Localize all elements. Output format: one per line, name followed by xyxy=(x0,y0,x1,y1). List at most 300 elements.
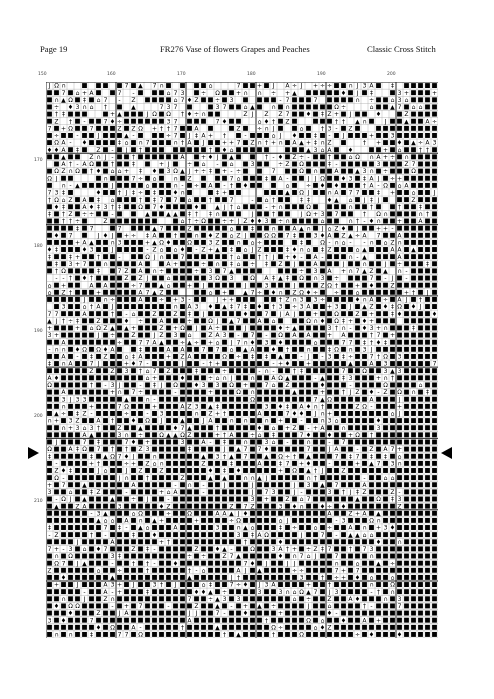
stitch-symbol: ♦ xyxy=(102,232,109,240)
stitch-cell xyxy=(327,518,332,523)
stitch-cell xyxy=(432,411,437,416)
stitch-cell xyxy=(348,468,353,473)
stitch-symbol: Ω xyxy=(383,382,388,390)
stitch-cell xyxy=(327,404,332,409)
stitch-symbol: ▲ xyxy=(152,239,157,247)
stitch-symbol: 3 xyxy=(306,481,311,489)
stitch-cell xyxy=(299,233,304,238)
stitch-symbol: ♦ xyxy=(263,118,270,126)
stitch-symbol: + xyxy=(95,289,102,297)
stitch-cell xyxy=(173,268,178,273)
stitch-cell xyxy=(257,176,262,181)
stitch-symbol: ∩ xyxy=(215,260,220,268)
stitch-symbol: 7 xyxy=(243,503,248,511)
stitch-symbol: ∩ xyxy=(236,239,241,247)
stitch-cell xyxy=(243,375,248,380)
stitch-symbol: ‡ xyxy=(96,203,101,211)
stitch-symbol: + xyxy=(88,460,95,468)
stitch-cell xyxy=(327,318,332,323)
stitch-symbol: Ω xyxy=(334,317,339,325)
stitch-cell xyxy=(110,440,115,445)
stitch-cell xyxy=(145,539,150,544)
stitch-symbol: ▲ xyxy=(89,239,94,247)
stitch-symbol: ♦ xyxy=(368,282,375,290)
stitch-symbol: 7 xyxy=(173,118,178,126)
stitch-cell xyxy=(306,368,311,373)
stitch-cell xyxy=(271,461,276,466)
stitch-cell xyxy=(418,404,423,409)
stitch-cell xyxy=(75,368,80,373)
stitch-cell xyxy=(173,625,178,630)
stitch-symbol: † xyxy=(292,367,297,375)
stitch-cell xyxy=(159,368,164,373)
stitch-cell xyxy=(187,440,192,445)
stitch-symbol: ∩ xyxy=(369,168,374,176)
stitch-cell xyxy=(173,254,178,259)
stitch-symbol: ▲ xyxy=(110,496,115,504)
stitch-symbol: ▲ xyxy=(222,546,227,554)
stitch-cell xyxy=(124,511,129,516)
stitch-cell xyxy=(75,518,80,523)
stitch-cell xyxy=(180,589,185,594)
stitch-symbol: Ω xyxy=(68,96,73,104)
stitch-cell xyxy=(180,83,185,88)
stitch-cell xyxy=(131,411,136,416)
stitch-cell xyxy=(180,532,185,537)
stitch-symbol: ♦ xyxy=(95,189,102,197)
stitch-symbol: A xyxy=(138,289,143,297)
stitch-cell xyxy=(383,589,388,594)
stitch-symbol: Z xyxy=(285,496,290,504)
stitch-cell xyxy=(320,489,325,494)
stitch-symbol: ⌂ xyxy=(334,417,339,425)
stitch-symbol: - xyxy=(132,89,135,97)
stitch-symbol: ⌂ xyxy=(355,560,360,568)
stitch-symbol: Ω xyxy=(145,253,150,261)
stitch-cell xyxy=(271,447,276,452)
stitch-symbol: ♦ xyxy=(123,317,130,325)
stitch-cell xyxy=(180,304,185,309)
stitch-symbol: J xyxy=(391,275,394,283)
stitch-cell xyxy=(327,554,332,559)
stitch-symbol: Ω xyxy=(54,139,59,147)
stitch-cell xyxy=(404,390,409,395)
stitch-symbol: ∩ xyxy=(243,439,248,447)
stitch-cell xyxy=(271,247,276,252)
stitch-cell xyxy=(425,618,430,623)
stitch-symbol: ♦ xyxy=(270,289,277,297)
stitch-symbol: 3 xyxy=(61,303,66,311)
stitch-symbol: ▲ xyxy=(362,253,367,261)
stitch-cell xyxy=(278,254,283,259)
stitch-cell xyxy=(82,618,87,623)
stitch-cell xyxy=(82,511,87,516)
stitch-cell xyxy=(278,568,283,573)
stitch-cell xyxy=(271,568,276,573)
stitch-symbol: Ω xyxy=(145,417,150,425)
stitch-cell xyxy=(215,440,220,445)
stitch-cell xyxy=(432,489,437,494)
stitch-cell xyxy=(103,397,108,402)
stitch-symbol: + xyxy=(228,218,235,226)
stitch-symbol: ♦ xyxy=(256,424,263,432)
stitch-cell xyxy=(278,211,283,216)
stitch-cell xyxy=(75,532,80,537)
stitch-symbol: ⌂ xyxy=(264,196,269,204)
stitch-cell xyxy=(201,561,206,566)
stitch-symbol: J xyxy=(146,496,149,504)
stitch-symbol: ⌂ xyxy=(411,104,416,112)
stitch-cell xyxy=(390,568,395,573)
stitch-cell xyxy=(425,575,430,580)
stitch-symbol: † xyxy=(320,403,325,411)
stitch-symbol: ‡ xyxy=(229,460,234,468)
stitch-symbol: † xyxy=(341,489,346,497)
stitch-symbol: J xyxy=(188,610,191,618)
stitch-symbol: Ω xyxy=(320,175,325,183)
stitch-symbol: J xyxy=(251,489,254,497)
stitch-symbol: J xyxy=(279,132,282,140)
stitch-symbol: ▲ xyxy=(75,182,80,190)
stitch-cell xyxy=(362,390,367,395)
stitch-symbol: Z xyxy=(152,246,157,254)
stitch-cell xyxy=(229,190,234,195)
stitch-cell xyxy=(131,197,136,202)
stitch-cell xyxy=(229,333,234,338)
stitch-cell xyxy=(110,411,115,416)
stitch-cell xyxy=(369,247,374,252)
stitch-cell xyxy=(397,440,402,445)
stitch-cell xyxy=(82,290,87,295)
stitch-symbol: ‡ xyxy=(299,196,304,204)
stitch-symbol: Z xyxy=(103,325,108,333)
stitch-symbol: 7 xyxy=(229,196,234,204)
stitch-cell xyxy=(75,247,80,252)
stitch-cell xyxy=(159,561,164,566)
stitch-cell xyxy=(257,147,262,152)
stitch-symbol: 3 xyxy=(117,431,122,439)
stitch-cell xyxy=(432,197,437,202)
stitch-cell xyxy=(103,318,108,323)
stitch-cell xyxy=(47,140,52,145)
stitch-symbol: 3 xyxy=(327,353,332,361)
stitch-symbol: Ω xyxy=(278,332,283,340)
stitch-cell xyxy=(369,440,374,445)
stitch-symbol: A xyxy=(187,353,192,361)
stitch-symbol: + xyxy=(123,603,130,611)
stitch-cell xyxy=(187,525,192,530)
stitch-cell xyxy=(264,318,269,323)
stitch-cell xyxy=(250,311,255,316)
stitch-symbol: Z xyxy=(208,410,213,418)
stitch-symbol: + xyxy=(375,225,382,233)
stitch-cell xyxy=(425,304,430,309)
stitch-symbol: ⌂ xyxy=(383,474,388,482)
stitch-cell xyxy=(264,568,269,573)
stitch-cell xyxy=(341,432,346,437)
stitch-cell xyxy=(187,518,192,523)
stitch-cell xyxy=(404,83,409,88)
stitch-cell xyxy=(89,119,94,124)
stitch-cell xyxy=(264,461,269,466)
stitch-cell xyxy=(103,183,108,188)
stitch-cell xyxy=(383,397,388,402)
stitch-symbol: 7 xyxy=(299,431,304,439)
stitch-cell xyxy=(68,368,73,373)
stitch-cell xyxy=(47,390,52,395)
stitch-cell xyxy=(138,254,143,259)
stitch-cell xyxy=(194,454,199,459)
stitch-cell xyxy=(166,625,171,630)
stitch-cell xyxy=(299,539,304,544)
stitch-cell xyxy=(257,204,262,209)
stitch-cell xyxy=(215,589,220,594)
stitch-symbol: ⌂ xyxy=(327,225,332,233)
stitch-symbol: ÷ xyxy=(137,431,144,439)
stitch-cell xyxy=(138,596,143,601)
stitch-symbol: ♦ xyxy=(235,467,242,475)
stitch-cell xyxy=(257,454,262,459)
stitch-cell xyxy=(418,83,423,88)
stitch-symbol: A xyxy=(327,268,332,276)
stitch-symbol: † xyxy=(411,289,416,297)
stitch-cell xyxy=(411,354,416,359)
stitch-cell xyxy=(397,611,402,616)
stitch-symbol: ∩ xyxy=(397,460,402,468)
stitch-symbol: ⌂ xyxy=(166,489,171,497)
stitch-cell xyxy=(180,176,185,181)
stitch-cell xyxy=(152,447,157,452)
stitch-cell xyxy=(124,240,129,245)
stitch-cell xyxy=(110,568,115,573)
stitch-symbol: ▲ xyxy=(152,225,157,233)
stitch-cell xyxy=(243,625,248,630)
stitch-symbol: ▲ xyxy=(229,510,234,518)
stitch-cell xyxy=(271,219,276,224)
stitch-cell xyxy=(299,525,304,530)
stitch-cell xyxy=(173,411,178,416)
stitch-symbol: Ω xyxy=(355,431,360,439)
stitch-cell xyxy=(411,625,416,630)
stitch-symbol: † xyxy=(110,203,115,211)
stitch-cell xyxy=(194,154,199,159)
stitch-symbol: + xyxy=(375,374,382,382)
stitch-cell xyxy=(418,311,423,316)
stitch-cell xyxy=(327,183,332,188)
stitch-symbol: Z xyxy=(285,161,290,169)
stitch-cell xyxy=(166,83,171,88)
stitch-symbol: ♦ xyxy=(305,431,312,439)
stitch-symbol: ÷ xyxy=(130,496,137,504)
stitch-cell xyxy=(201,447,206,452)
stitch-cell xyxy=(194,425,199,430)
stitch-cell xyxy=(285,596,290,601)
stitch-symbol: 7 xyxy=(89,360,94,368)
stitch-symbol: ♦ xyxy=(102,346,109,354)
stitch-symbol: ÷ xyxy=(389,560,396,568)
stitch-symbol: 3 xyxy=(299,574,304,582)
stitch-cell xyxy=(348,440,353,445)
stitch-symbol: ▲ xyxy=(229,317,234,325)
stitch-cell xyxy=(54,325,59,330)
stitch-symbol: A xyxy=(201,132,206,140)
stitch-cell xyxy=(250,618,255,623)
stitch-cell xyxy=(313,440,318,445)
stitch-cell xyxy=(278,575,283,580)
stitch-cell xyxy=(145,489,150,494)
stitch-symbol: ‡ xyxy=(61,189,66,197)
stitch-symbol: 7 xyxy=(341,439,346,447)
stitch-cell xyxy=(327,254,332,259)
stitch-cell xyxy=(173,219,178,224)
stitch-symbol: J xyxy=(202,139,205,147)
stitch-cell xyxy=(390,425,395,430)
stitch-cell xyxy=(432,525,437,530)
stitch-symbol: 7 xyxy=(145,289,150,297)
stitch-cell xyxy=(159,375,164,380)
stitch-symbol: ♦ xyxy=(277,538,284,546)
stitch-cell xyxy=(348,475,353,480)
stitch-cell xyxy=(166,311,171,316)
column-number: 150 xyxy=(38,72,47,77)
stitch-symbol: 3 xyxy=(117,239,122,247)
stitch-cell xyxy=(47,119,52,124)
stitch-cell xyxy=(285,147,290,152)
stitch-cell xyxy=(222,197,227,202)
stitch-symbol: † xyxy=(159,125,164,133)
stitch-symbol: J xyxy=(272,82,275,90)
stitch-cell xyxy=(397,475,402,480)
stitch-cell xyxy=(222,90,227,95)
stitch-symbol: A xyxy=(313,260,318,268)
stitch-cell xyxy=(117,561,122,566)
stitch-symbol: † xyxy=(236,574,241,582)
stitch-symbol: - xyxy=(363,218,366,226)
stitch-cell xyxy=(327,482,332,487)
stitch-symbol: J xyxy=(223,446,226,454)
stitch-cell xyxy=(418,554,423,559)
stitch-symbol: Ω xyxy=(138,203,143,211)
stitch-symbol: ♦ xyxy=(326,196,333,204)
stitch-symbol: ⌂ xyxy=(397,146,402,154)
stitch-cell xyxy=(222,382,227,387)
stitch-cell xyxy=(432,354,437,359)
stitch-symbol: - xyxy=(125,310,128,318)
stitch-cell xyxy=(194,418,199,423)
stitch-cell xyxy=(124,340,129,345)
stitch-cell xyxy=(75,311,80,316)
stitch-cell xyxy=(194,482,199,487)
stitch-symbol: ♦ xyxy=(396,631,403,638)
stitch-cell xyxy=(208,112,213,117)
stitch-cell xyxy=(432,112,437,117)
stitch-cell xyxy=(138,226,143,231)
stitch-cell xyxy=(320,596,325,601)
stitch-cell xyxy=(292,447,297,452)
stitch-cell xyxy=(376,204,381,209)
stitch-cell xyxy=(320,554,325,559)
stitch-cell xyxy=(82,83,87,88)
stitch-cell xyxy=(131,539,136,544)
stitch-cell xyxy=(425,97,430,102)
stitch-cell xyxy=(418,489,423,494)
stitch-cell xyxy=(306,532,311,537)
stitch-symbol: + xyxy=(46,325,53,333)
stitch-symbol: ▲ xyxy=(348,232,353,240)
stitch-symbol: A xyxy=(82,203,87,211)
stitch-cell xyxy=(355,304,360,309)
stitch-cell xyxy=(397,375,402,380)
stitch-cell xyxy=(166,233,171,238)
stitch-symbol: ‡ xyxy=(194,132,199,140)
stitch-cell xyxy=(299,375,304,380)
stitch-symbol: 3 xyxy=(250,496,255,504)
stitch-symbol: ÷ xyxy=(179,339,186,347)
stitch-symbol: ÷ xyxy=(319,82,326,90)
stitch-symbol: 7 xyxy=(299,553,304,561)
stitch-symbol: ‡ xyxy=(117,553,122,561)
stitch-symbol: ÷ xyxy=(193,268,200,276)
stitch-symbol: ‡ xyxy=(278,524,283,532)
stitch-symbol: ▲ xyxy=(348,531,353,539)
stitch-cell xyxy=(208,539,213,544)
stitch-cell xyxy=(138,411,143,416)
stitch-cell xyxy=(75,404,80,409)
stitch-cell xyxy=(103,411,108,416)
stitch-cell xyxy=(166,297,171,302)
stitch-cell xyxy=(432,397,437,402)
stitch-cell xyxy=(68,247,73,252)
stitch-cell xyxy=(348,333,353,338)
stitch-cell xyxy=(292,354,297,359)
stitch-cell xyxy=(187,347,192,352)
stitch-symbol: Ω xyxy=(383,182,388,190)
stitch-cell xyxy=(124,618,129,623)
stitch-symbol: 3 xyxy=(124,367,129,375)
stitch-cell xyxy=(411,211,416,216)
stitch-cell xyxy=(425,461,430,466)
stitch-cell xyxy=(334,489,339,494)
stitch-cell xyxy=(418,497,423,502)
stitch-cell xyxy=(369,497,374,502)
stitch-symbol: Z xyxy=(201,460,206,468)
stitch-cell xyxy=(411,482,416,487)
stitch-cell xyxy=(390,596,395,601)
stitch-cell xyxy=(411,561,416,566)
stitch-symbol: Z xyxy=(61,168,66,176)
stitch-cell xyxy=(145,119,150,124)
stitch-cell xyxy=(348,183,353,188)
stitch-symbol: 3 xyxy=(327,325,332,333)
stitch-symbol: Z xyxy=(61,289,66,297)
stitch-cell xyxy=(201,404,206,409)
stitch-cell xyxy=(383,575,388,580)
stitch-cell xyxy=(376,582,381,587)
stitch-symbol: ⌂ xyxy=(229,346,234,354)
stitch-symbol: 7 xyxy=(376,332,381,340)
stitch-symbol: + xyxy=(214,431,221,439)
stitch-cell xyxy=(236,268,241,273)
stitch-cell xyxy=(278,240,283,245)
stitch-cell xyxy=(166,375,171,380)
stitch-cell xyxy=(250,268,255,273)
stitch-cell xyxy=(411,361,416,366)
stitch-symbol: J xyxy=(181,360,184,368)
stitch-symbol: ▲ xyxy=(355,168,360,176)
stitch-cell xyxy=(236,404,241,409)
stitch-cell xyxy=(411,311,416,316)
stitch-cell xyxy=(257,518,262,523)
